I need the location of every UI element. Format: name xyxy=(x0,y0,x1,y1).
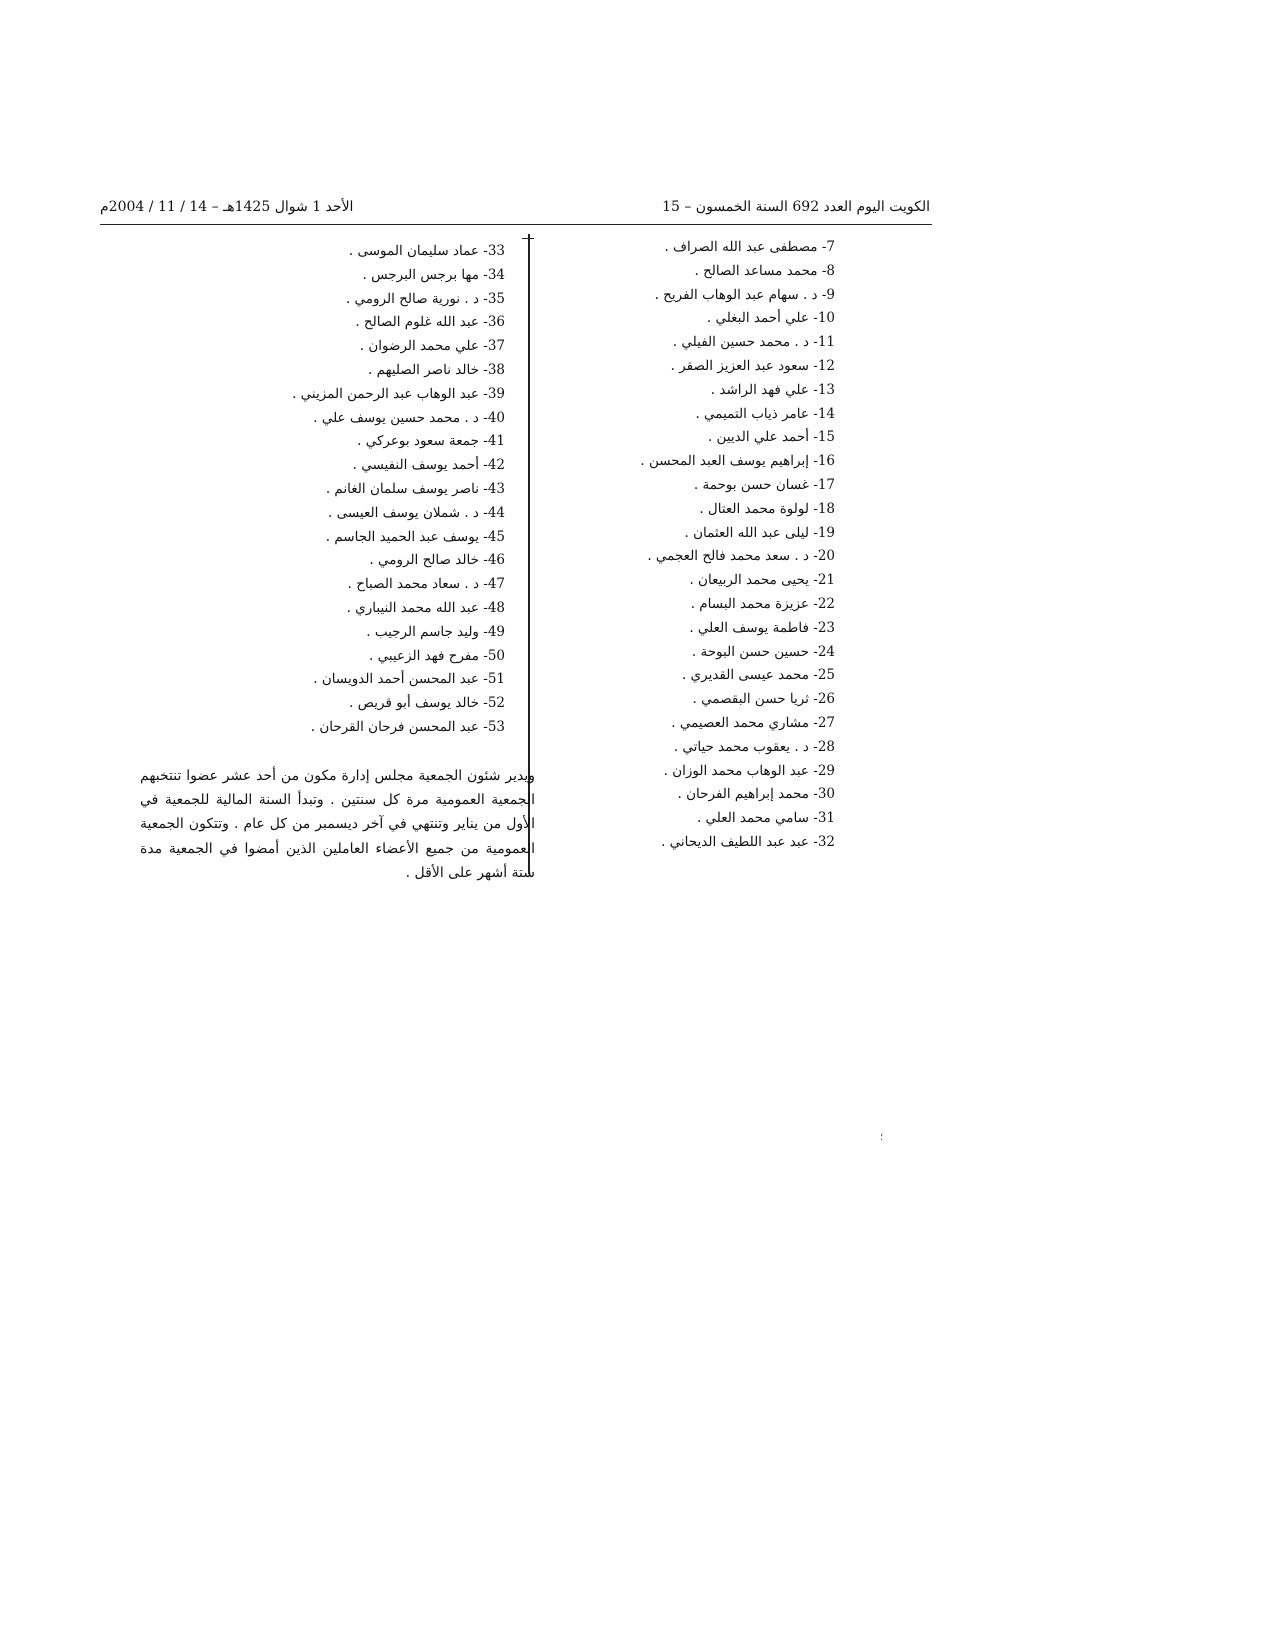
page-header xyxy=(100,196,930,222)
stray-mark: ؛ xyxy=(880,1132,884,1143)
member-list-item: 8- محمد مساعد الصالح . xyxy=(694,262,835,279)
member-list-item: 14- عامر ذياب التميمي . xyxy=(695,405,835,422)
member-list-item: 53- عبد المحسن فرحان القرحان . xyxy=(310,718,505,735)
member-list-item: 32- عبد عبد اللطيف الديحاني . xyxy=(661,833,835,850)
member-list-item: 21- يحيى محمد الربيعان . xyxy=(689,572,835,589)
member-list-item: 38- خالد ناصر الصليهم . xyxy=(368,361,505,378)
member-list-item: 30- محمد إبراهيم الفرحان . xyxy=(677,786,835,803)
member-list-item: 19- ليلى عبد الله العثمان . xyxy=(684,524,835,541)
member-list-item: 36- عبد الله غلوم الصالح . xyxy=(355,314,505,331)
member-list-right-column xyxy=(605,236,835,855)
member-list-item: 44- د . شملان يوسف العيسى . xyxy=(328,504,505,521)
member-list-item: 37- علي محمد الرضوان . xyxy=(359,338,505,355)
member-list-item: 43- ناصر يوسف سلمان الغانم . xyxy=(325,480,505,497)
member-list-item: 20- د . سعد محمد فالح العجمي . xyxy=(647,548,835,565)
board-paragraph: ويدير شئون الجمعية مجلس إدارة مكون من أحد عشر عضوا تنتخبهم الجمعية العمومية مرة كل سنتين . وتبدأ السنة المالية للجمعية في الأول من يناير وتنتهي في آخر ديسمبر من كل عام . وتتكون الجمعية العمومية من جميع الأعضاء العاملين الذين أمضوا في الجمعية مدة ستة أشهر على الأقل . xyxy=(140,768,535,881)
member-list-item: 29- عبد الوهاب محمد الوزان . xyxy=(663,762,835,779)
member-list-item: 12- سعود عبد العزيز الصقر . xyxy=(670,357,835,374)
member-list-item: 22- عزيزة محمد البسام . xyxy=(690,595,835,612)
member-list-item: 26- ثريا حسن البقصمي . xyxy=(692,691,835,708)
member-list-item: 45- يوسف عبد الحميد الجاسم . xyxy=(325,528,505,545)
member-list-item: 18- لولوة محمد العتال . xyxy=(699,500,835,517)
member-list-item: 49- وليد جاسم الرجيب . xyxy=(366,623,505,640)
member-list-item: 42- أحمد يوسف النفيسي . xyxy=(352,457,505,474)
header-rule xyxy=(100,224,932,225)
member-list-item: 27- مشاري محمد العصيمي . xyxy=(671,714,835,731)
member-list-item: 13- علي فهد الراشد . xyxy=(710,381,835,398)
member-list-item: 51- عبد المحسن أحمد الدويسان . xyxy=(313,671,505,688)
member-list-item: 23- فاطمة يوسف العلي . xyxy=(689,619,835,636)
member-list-item: 47- د . سعاد محمد الصباح . xyxy=(347,576,505,593)
member-list-item: 16- إبراهيم يوسف العبد المحسن . xyxy=(640,453,835,470)
member-list-item: 10- علي أحمد البغلي . xyxy=(706,310,835,327)
member-list-item: 46- خالد صالح الرومي . xyxy=(369,552,505,569)
member-list-item: 28- د . يعقوب محمد حياتي . xyxy=(673,738,835,755)
member-list-item: 40- د . محمد حسين يوسف علي . xyxy=(313,409,505,426)
member-list-item: 35- د . نورية صالح الرومي . xyxy=(345,290,505,307)
divider-tick xyxy=(522,238,534,239)
member-list-item: 34- مها برجس البرجس . xyxy=(362,266,505,283)
header-issue-info: الكويت اليوم العدد 692 السنة الخمسون – 15 xyxy=(662,199,930,215)
member-list-item: 17- غسان حسن بوحمة . xyxy=(693,476,835,493)
member-list-item: 7- مصطفى عبد الله الصراف . xyxy=(664,239,835,255)
member-list-item: 52- خالد يوسف أبو قريص . xyxy=(349,695,505,712)
member-list-item: 24- حسين حسن البوحة . xyxy=(691,643,835,660)
member-list-item: 11- د . محمد حسين الفيلي . xyxy=(672,334,835,351)
member-list-item: 33- عماد سليمان الموسى . xyxy=(348,243,505,259)
member-list-item: 41- جمعة سعود بوعركي . xyxy=(357,433,505,450)
member-list-item: 39- عبد الوهاب عبد الرحمن المزيني . xyxy=(292,385,505,402)
member-list-item: 31- سامي محمد العلي . xyxy=(696,810,835,827)
header-date: الأحد 1 شوال 1425هـ – 14 / 11 / 2004م xyxy=(100,199,354,215)
member-list-item: 9- د . سهام عبد الوهاب الفريح . xyxy=(654,286,835,303)
member-list-left-column xyxy=(265,240,505,740)
member-list-item: 15- أحمد علي الديين . xyxy=(707,429,835,446)
member-list-item: 50- مفرح فهد الزعيبي . xyxy=(369,647,505,664)
member-list-item: 25- محمد عيسى القديري . xyxy=(681,667,835,684)
member-list-item: 48- عبد الله محمد النيباري . xyxy=(346,599,505,616)
